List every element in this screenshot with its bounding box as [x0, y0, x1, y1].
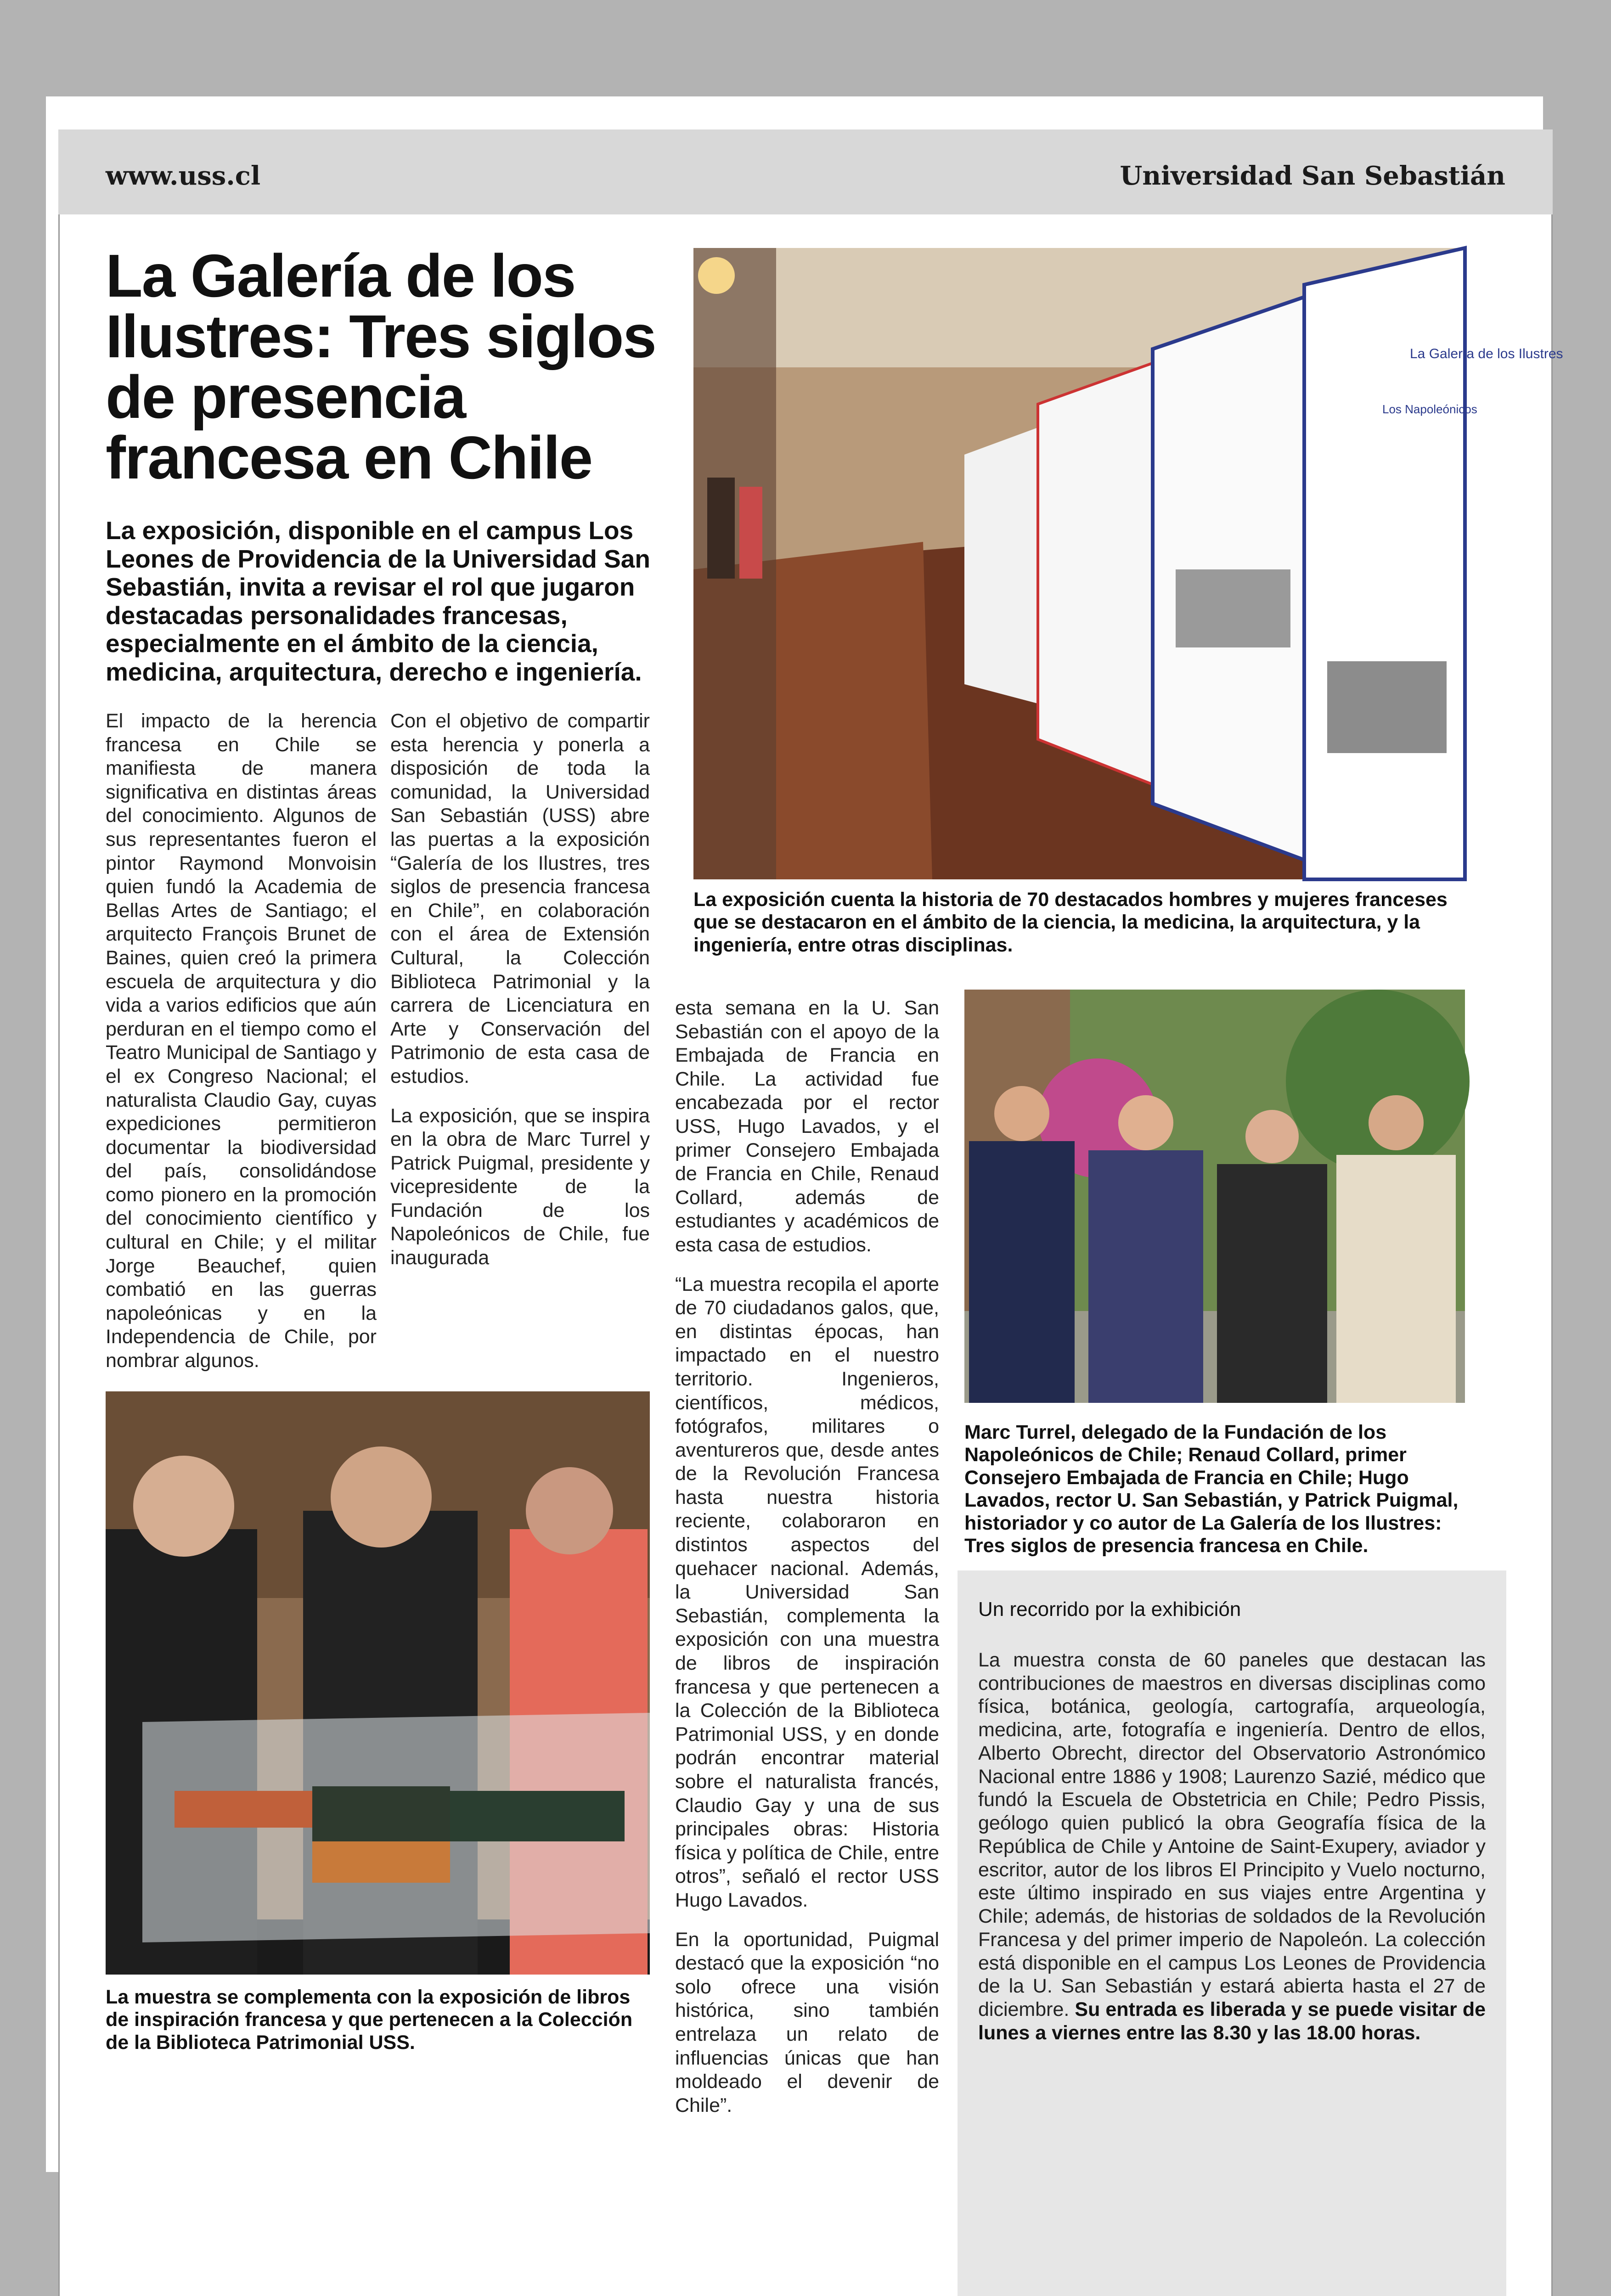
books-illustration — [106, 1391, 650, 1975]
caption-group: Marc Turrel, delegado de la Fundación de los Napoleónicos de Chile; Renaud Collard, primer Consejero Embajada de Francia en Chile; Hugo Lavados, rector U. San Sebastián, y Patrick Puigmal, historiador y co autor de La Galería de los Ilustres: Tres siglos de presencia francesa en Chile. — [964, 1421, 1459, 1557]
exhibition-photo — [693, 248, 1563, 879]
sidebar-bold-text: Su entrada es liberada y se puede visitar de lunes a viernes entre las 8.30 y las 18.00 horas. — [978, 1998, 1486, 2044]
sidebar-text: La muestra consta de 60 paneles que destacan las contribuciones de maestros en diversas disciplinas como física, botánica, geología, cartografía, arqueología, medicina, arte, fotografía e ingeniería. Dentro de ellos, Alberto Obrecht, director del Observatorio Astronómico Nacional entre 1886 y 1908; Laurenzo Sazié, médico que fundó la Escuela de Obstetricia en Chile; Pedro Pissis, geólogo quien publicó la obra Geografía física de la República de Chile y Antoine de Saint-Exupery, aviador y escritor, autor de los libros El Principito y Vuelo nocturno, este último inspirado en sus viajes entre Argentina y Chile; además, de historias de soldados de la Revolución Francesa y del primer imperio de Napoleón. La colección está disponible en el campus Los Leones de Providencia de la U. San Sebastián y estará abierta hasta el 27 de diciembre. — [978, 1649, 1486, 2021]
paragraph: “La muestra recopila el aporte de 70 ciudadanos galos, que, en distintas épocas, han impactado en el nuestro territorio. Ingenieros, científicos, médicos, fotógrafos, militares o aventureros que, desde antes de la Revolución Francesa hasta nuestra historia reciente, colaboraron en distintos aspectos del quehacer nacional. Además, la Universidad San Sebastián, complementa la exposición con una muestra de libros de inspiración francesa y que pertenecen a la Colección de la Biblioteca Patrimonial USS, y en donde podrán encontrar material sobre el naturalista francés, Claudio Gay y una de sus principales obras: Historia física y política de Chile, entre otros”, señaló el rector USS Hugo Lavados. — [675, 1273, 939, 1911]
books-photo — [106, 1391, 650, 1975]
institution-name: Universidad San Sebastián — [1120, 161, 1505, 191]
paragraph: El impacto de la herencia francesa en Chile se manifiesta de manera significativa en distintas áreas del conocimiento. Algunos de sus representantes fueron el pintor Raymond Monvoisin quien fundó la Academia de Bellas Artes de Santiago; el arquitecto François Brunet de Baines, quien creó la primera escuela de arquitectura y dio vida a varios edificios que aún perduran en el tiempo como el Teatro Municipal de Santiago y el ex Congreso Nacional; el naturalista Claudio Gay, cuyas expediciones permitieron documentar la biodiversidad del país, consolidándose como pionero en la promoción del conocimiento científico y cultural en Chile; y el militar Jorge Beauchef, quien combatió en las guerras napoleónicas y en la Independencia de Chile, por nombrar algunos. — [106, 710, 377, 1372]
paragraph: En la oportunidad, Puigmal destacó que la exposición “no solo ofrece una visión histórica, sino también entrelaza un relato de influencias únicas que han moldeado el devenir de Chile”. — [675, 1928, 939, 2116]
article-column-3 — [675, 996, 939, 2133]
article-headline: La Galería de los Ilustres: Tres siglos de presencia francesa en Chile — [106, 242, 656, 491]
sidebar-title: Un recorrido por la exhibición — [978, 1598, 1241, 1621]
caption-books: La muestra se complementa con la exposición de libros de inspiración francesa y que pertenecen a la Colección de la Biblioteca Patrimonial USS. — [106, 1986, 633, 2054]
site-url: www.uss.cl — [106, 161, 261, 191]
panel-subtitle-text: Los Napoleónicos — [1382, 402, 1477, 416]
article-column-2 — [390, 709, 650, 1286]
group-illustration — [964, 990, 1465, 1403]
group-photo — [964, 990, 1465, 1403]
paragraph: esta semana en la U. San Sebastián con el apoyo de la Embajada de Francia en Chile. La actividad fue encabezada por el rector USS, Hugo Lavados, y el primer Consejero Embajada de Francia en Chile, Renaud Collard, además de estudiantes y académicos de esta casa de estudios. — [675, 997, 939, 1256]
exhibition-illustration — [693, 248, 1563, 879]
panel-title-text: La Galería de los Ilustres — [1410, 346, 1563, 361]
caption-exhibition: La exposición cuenta la historia de 70 destacados hombres y mujeres franceses que se destacaron en el ámbito de la ciencia, la medicina, la arquitectura, y la ingeniería, entre otras disciplinas. — [693, 889, 1448, 956]
sidebar-body — [978, 1649, 1486, 2044]
article-column-1 — [106, 709, 377, 1389]
sidebar-box — [958, 1570, 1506, 2296]
paragraph: Con el objetivo de compartir esta herencia y ponerla a disposición de toda la comunidad, la Universidad San Sebastián (USS) abre las puertas a la exposición “Galería de los Ilustres, tres siglos de presencia francesa en Chile”, en colaboración con el área de Extensión Cultural, la Colección Biblioteca Patrimonial y la carrera de Licenciatura en Arte y Conservación del Patrimonio de esta casa de estudios. — [390, 710, 650, 1087]
article-deck: La exposición, disponible en el campus Los Leones de Providencia de la Universidad San Sebastián, invita a revisar el rol que jugaron destacadas personalidades francesas, especialmente en el ámbito de la ciencia, medicina, arquitectura, derecho e ingeniería. — [106, 516, 650, 686]
paragraph: La exposición, que se inspira en la obra de Marc Turrel y Patrick Puigmal, presidente y vicepresidente de la Fundación de los Napoleónicos de Chile, fue inaugurada — [390, 1104, 650, 1269]
